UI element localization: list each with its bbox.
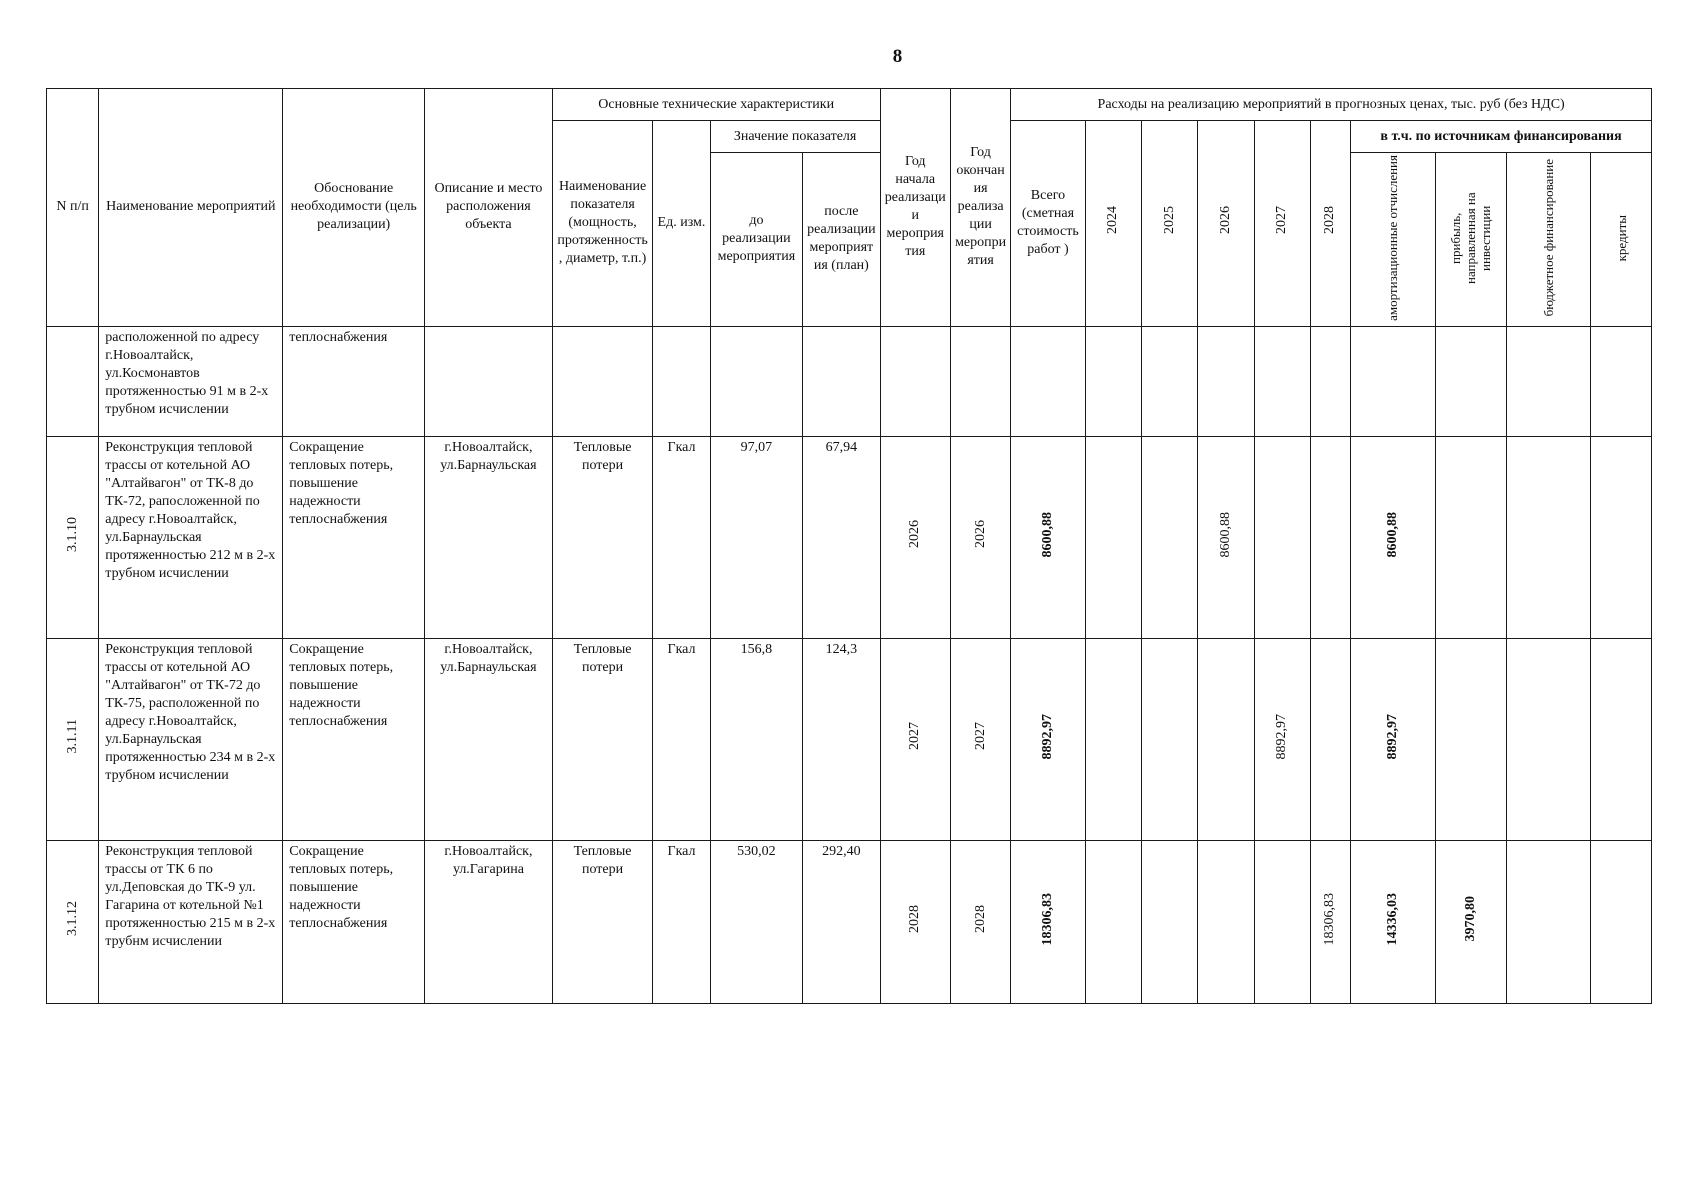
- row-amortization: 14336,03: [1351, 840, 1435, 1003]
- row-profit: [1435, 638, 1506, 840]
- row-indicator: Тепловые потери: [552, 436, 653, 638]
- row-2024: [1085, 638, 1141, 840]
- header-source-profit: прибыль, направленная на инвестиции: [1435, 153, 1506, 327]
- row-after: 67,94: [803, 436, 880, 638]
- row-unit: Гкал: [653, 436, 710, 638]
- row-amortization: [1351, 326, 1435, 436]
- row-name: расположенной по адресу г.Новоалтайск, ул.Космонавтов протяженностью 91 м в 2-х трубном исчислении: [99, 326, 283, 436]
- row-amortization: 8892,97: [1351, 638, 1435, 840]
- header-source-credit: кредиты: [1591, 153, 1652, 327]
- page-number: 8: [892, 46, 903, 67]
- row-indicator: Тепловые потери: [552, 638, 653, 840]
- row-profit: [1435, 326, 1506, 436]
- row-total: 18306,83: [1011, 840, 1085, 1003]
- row-budget: [1506, 840, 1590, 1003]
- row-number: 3.1.11: [47, 638, 99, 840]
- row-start-year: [880, 326, 950, 436]
- table-body: [47, 326, 1652, 1003]
- row-2027: [1254, 840, 1310, 1003]
- row-amortization: 8600,88: [1351, 436, 1435, 638]
- row-2027: [1254, 436, 1310, 638]
- row-indicator: [552, 326, 653, 436]
- row-name: Реконструкция тепловой трассы от котельной АО "Алтайвагон" от ТК-72 до ТК-75, расположенной по адресу г.Новоалтайск, ул.Барнаульская протяженностью 234 м в 2-х трубном исчислении: [99, 638, 283, 840]
- header-justification: Обоснование необходимости (цель реализации): [283, 89, 425, 327]
- header-year-2027: 2027: [1254, 121, 1310, 327]
- row-justification: теплоснабжения: [283, 326, 425, 436]
- row-total: 8892,97: [1011, 638, 1085, 840]
- row-description: [425, 326, 553, 436]
- row-credit: [1591, 326, 1652, 436]
- row-after: 292,40: [803, 840, 880, 1003]
- table-row: [47, 436, 1652, 638]
- row-number: 3.1.12: [47, 840, 99, 1003]
- row-2027: 8892,97: [1254, 638, 1310, 840]
- row-budget: [1506, 326, 1590, 436]
- row-profit: [1435, 436, 1506, 638]
- header-start-year: Год начала реализации мероприятия: [880, 89, 950, 327]
- row-2028: [1310, 326, 1350, 436]
- row-2028: [1310, 638, 1350, 840]
- row-budget: [1506, 638, 1590, 840]
- row-before: 156,8: [710, 638, 803, 840]
- row-2024: [1085, 326, 1141, 436]
- row-2027: [1254, 326, 1310, 436]
- header-name: Наименование мероприятий: [99, 89, 283, 327]
- header-source-budget: бюджетное финансирование: [1506, 153, 1590, 327]
- header-sources-group: в т.ч. по источникам финансирования: [1351, 121, 1652, 153]
- header-year-2028: 2028: [1310, 121, 1350, 327]
- header-before: до реализации мероприятия: [710, 153, 803, 327]
- row-2025: [1141, 840, 1197, 1003]
- header-total: Всего (сметная стоимость работ ): [1011, 121, 1085, 327]
- row-unit: Гкал: [653, 638, 710, 840]
- header-year-2026: 2026: [1198, 121, 1254, 327]
- row-description: г.Новоалтайск, ул.Барнаульская: [425, 638, 553, 840]
- row-unit: [653, 326, 710, 436]
- header-description: Описание и место расположения объекта: [425, 89, 553, 327]
- row-credit: [1591, 840, 1652, 1003]
- row-2025: [1141, 326, 1197, 436]
- row-start-year: 2027: [880, 638, 950, 840]
- row-after: [803, 326, 880, 436]
- row-start-year: 2026: [880, 436, 950, 638]
- row-profit: 3970,80: [1435, 840, 1506, 1003]
- row-total: 8600,88: [1011, 436, 1085, 638]
- header-after: после реализации мероприятия (план): [803, 153, 880, 327]
- row-description: г.Новоалтайск, ул.Барнаульская: [425, 436, 553, 638]
- row-2024: [1085, 436, 1141, 638]
- row-justification: Сокращение тепловых потерь, повышение надежности теплоснабжения: [283, 436, 425, 638]
- row-number: [47, 326, 99, 436]
- header-costs-group: Расходы на реализацию мероприятий в прогнозных ценах, тыс. руб (без НДС): [1011, 89, 1652, 121]
- row-credit: [1591, 436, 1652, 638]
- header-unit: Ед. изм.: [653, 121, 710, 327]
- row-before: 97,07: [710, 436, 803, 638]
- row-2026: [1198, 638, 1254, 840]
- header-year-2025: 2025: [1141, 121, 1197, 327]
- row-indicator: Тепловые потери: [552, 840, 653, 1003]
- row-credit: [1591, 638, 1652, 840]
- row-after: 124,3: [803, 638, 880, 840]
- row-total: [1011, 326, 1085, 436]
- row-end-year: 2026: [950, 436, 1010, 638]
- row-2026: 8600,88: [1198, 436, 1254, 638]
- row-2028: 18306,83: [1310, 840, 1350, 1003]
- row-2024: [1085, 840, 1141, 1003]
- table-row: [47, 840, 1652, 1003]
- row-2026: [1198, 326, 1254, 436]
- header-value-group: Значение показателя: [710, 121, 880, 153]
- row-number: 3.1.10: [47, 436, 99, 638]
- row-description: г.Новоалтайск, ул.Гагарина: [425, 840, 553, 1003]
- row-2025: [1141, 638, 1197, 840]
- header-n: N п/п: [47, 89, 99, 327]
- row-justification: Сокращение тепловых потерь, повышение надежности теплоснабжения: [283, 638, 425, 840]
- row-start-year: 2028: [880, 840, 950, 1003]
- row-justification: Сокращение тепловых потерь, повышение надежности теплоснабжения: [283, 840, 425, 1003]
- row-before: 530,02: [710, 840, 803, 1003]
- row-end-year: 2028: [950, 840, 1010, 1003]
- header-tech-group: Основные технические характеристики: [552, 89, 880, 121]
- row-before: [710, 326, 803, 436]
- row-end-year: [950, 326, 1010, 436]
- header-indicator-name: Наименование показателя (мощность, протяженность, диаметр, т.п.): [552, 121, 653, 327]
- header-year-2024: 2024: [1085, 121, 1141, 327]
- table-row: [47, 326, 1652, 436]
- header-source-amort: амортизационные отчисления: [1351, 153, 1435, 327]
- row-end-year: 2027: [950, 638, 1010, 840]
- row-name: Реконструкция тепловой трассы от ТК 6 по ул.Деповская до ТК-9 ул. Гагарина от котельной №1 протяженностью 215 м в 2-х трубнм исчислении: [99, 840, 283, 1003]
- row-2028: [1310, 436, 1350, 638]
- row-name: Реконструкция тепловой трассы от котельной АО "Алтайвагон" от ТК-8 до ТК-72, рапосложенной по адресу г.Новоалтайск, ул.Барнаульская протяженностью 212 м в 2-х трубном исчислении: [99, 436, 283, 638]
- table-header: [47, 89, 1652, 327]
- row-2025: [1141, 436, 1197, 638]
- header-end-year: Год окончания реализации мероприятия: [950, 89, 1010, 327]
- row-budget: [1506, 436, 1590, 638]
- table-row: [47, 638, 1652, 840]
- investment-table: [46, 88, 1652, 1004]
- row-unit: Гкал: [653, 840, 710, 1003]
- row-2026: [1198, 840, 1254, 1003]
